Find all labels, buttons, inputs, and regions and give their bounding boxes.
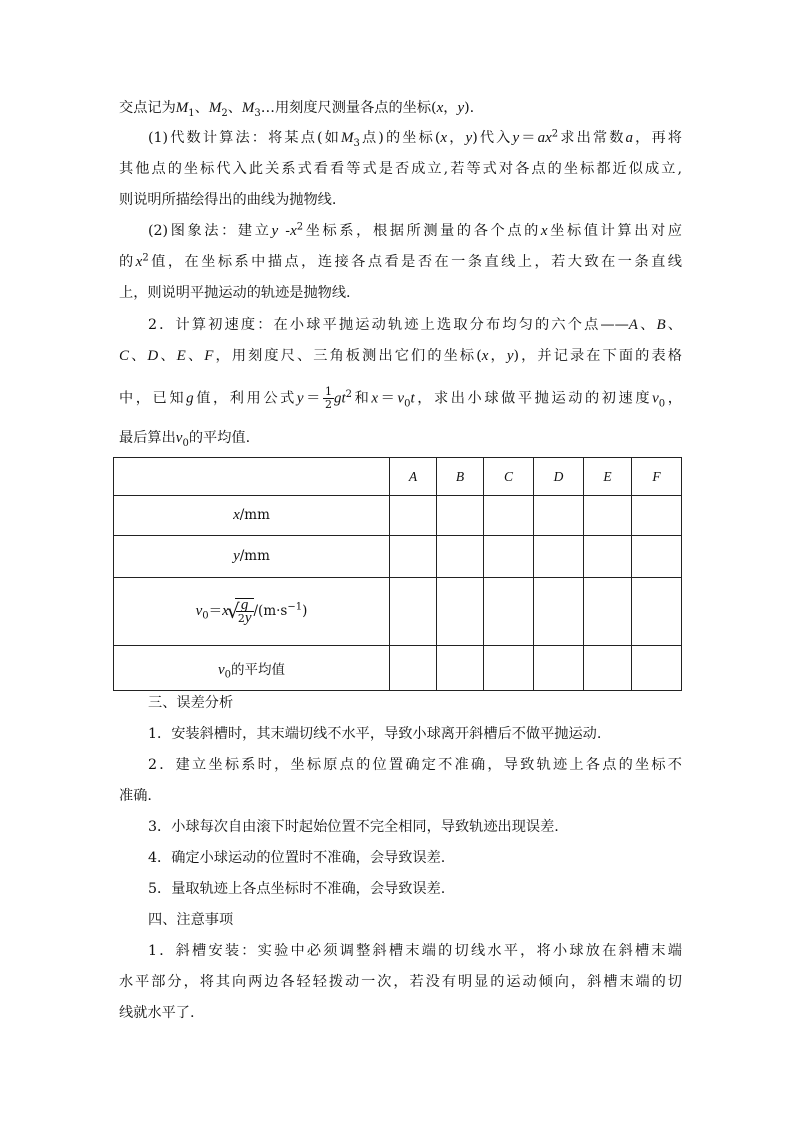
col-header-c: C — [484, 458, 534, 496]
col-header-f: F — [632, 458, 682, 496]
var-y: y — [465, 130, 473, 146]
var-y: y — [457, 100, 465, 116]
col-header-b: B — [437, 458, 484, 496]
text: 2．计算初速度：在小球平抛运动轨迹上选取分布均匀的六个点—— — [148, 317, 629, 333]
notes-line3: 线就水平了. — [119, 1005, 195, 1021]
intro-line — [119, 98, 682, 118]
col-header-a: A — [390, 458, 437, 496]
data-table — [113, 457, 682, 691]
text: 中，已知 — [119, 390, 187, 407]
text: (2)图象法：建立 — [148, 223, 272, 239]
step2-line4: 最后算出$v_0$的平均值. — [119, 430, 251, 449]
var-m: M — [175, 100, 189, 116]
sub: 1 — [188, 107, 195, 119]
text: )，并记录在下面的表格 — [513, 348, 682, 364]
notes-heading: 四、注意事项 — [148, 912, 234, 928]
var-m: M — [340, 130, 354, 146]
text: ，再将 — [633, 130, 682, 146]
col-header-e: E — [584, 458, 632, 496]
text: 的平均值. — [188, 430, 251, 446]
error-item-1: 1．安装斜槽时，其末端切线不水平，导致小球离开斜槽后不做平抛运动. — [148, 726, 602, 742]
var-y: y — [512, 130, 520, 146]
text: ，求出小球做平抛运动的初速度 — [414, 390, 653, 407]
notes-line2: 水平部分，将其向两边各轻轻拨动一次，若没有明显的运动倾向，斜槽末端的切 — [119, 974, 682, 990]
row-label-v0-formula: $v_0=x$ √ $\frac{g}{2y}$ $/(m\cdot s^{-1})$ — [114, 578, 390, 646]
method1-line2: 其他点的坐标代入此关系式看看等式是否成立,若等式对各点的坐标都近似成立, — [119, 161, 682, 177]
error-item-2-cont: 准确. — [119, 788, 152, 804]
row-label-v0-average: $v_0$的平均值 — [114, 646, 390, 691]
text: (1)代数计算法：将某点(如 — [148, 130, 341, 146]
error-item-4: 4．确定小球运动的位置时不准确，会导致误差. — [148, 850, 446, 866]
text: ， — [443, 100, 458, 116]
text: 点)的坐标( — [359, 130, 441, 146]
text: 最后算出 — [119, 430, 176, 446]
method2-line2: 的$x^2$值，在坐标系中描点，连接各点看是否在一条直线上，若大致在一条直线 — [119, 252, 682, 270]
text: 、 — [227, 100, 242, 116]
text: …用刻度尺测量各点的坐标( — [260, 100, 437, 116]
col-header-d: D — [534, 458, 584, 496]
step2-line3: 中，已知g值，利用公式y＝ $\frac{1}{2}$ $gt^2$和$x=v_0t$，求出小球做平抛运动的初速度$v_0$， — [119, 385, 682, 411]
error-item-5: 5．量取轨迹上各点坐标时不准确，会导致误差. — [148, 881, 446, 897]
text: 、 — [194, 100, 209, 116]
text: ，用刻度尺、三角板测出它们的坐标( — [213, 348, 482, 364]
step2-line1: 2．计算初速度：在小球平抛运动轨迹上选取分布均匀的六个点——A、B、 — [148, 317, 682, 333]
text: 坐标系，根据所测量的各个点的 — [303, 223, 541, 239]
text: 、 — [637, 317, 657, 333]
sub: 2 — [221, 107, 228, 119]
text: )代入 — [472, 130, 513, 146]
method2-line3: 上，则说明平抛运动的轨迹是抛物线. — [119, 285, 351, 301]
row-label-y: y/mm — [114, 536, 390, 578]
step2-line2: C、D、E、F，用刻度尺、三角板测出它们的坐标(x，y)，并记录在下面的表格 — [119, 348, 682, 364]
var-x: x — [440, 130, 448, 146]
var-x: x — [436, 100, 444, 116]
table-row — [114, 646, 682, 691]
method1-line1: (1)代数计算法：将某点(如$M_3$点)的坐标(x，y)代入$y=ax^2$求出常数a，再将 — [148, 128, 682, 149]
method1-line3: 则说明所描绘得出的曲线为抛物线. — [119, 192, 337, 208]
text: 的 — [119, 254, 136, 270]
text: ， — [447, 130, 466, 146]
row-label-x: x/mm — [114, 496, 390, 536]
text: 交点记为 — [119, 100, 176, 116]
text: 、 — [665, 317, 682, 333]
var-m: M — [241, 100, 255, 116]
text: 求出常数 — [558, 130, 626, 146]
error-heading: 三、误差分析 — [148, 695, 234, 711]
text: 值，利用公式 — [193, 390, 297, 407]
var-m: M — [208, 100, 222, 116]
table-row — [114, 578, 682, 646]
table-row — [114, 496, 682, 536]
sub: 3 — [254, 107, 261, 119]
error-item-2: 2．建立坐标系时，坐标原点的位置确定不准确，导致轨迹上各点的坐标不 — [148, 757, 682, 773]
sub: 3 — [353, 137, 360, 149]
half-fraction: $\frac{1}{2}$ — [324, 385, 332, 411]
text: ＝ — [519, 130, 538, 146]
error-item-3: 3．小球每次自由滚下时起始位置不完全相同，导致轨迹出现误差. — [148, 819, 559, 835]
method2-line1: (2)图象法：建立y $-x^2$坐标系，根据所测量的各个点的x坐标值计算出对应 — [148, 221, 682, 239]
text: 坐标值计算出对应 — [547, 223, 682, 239]
table-header-row — [114, 458, 682, 496]
text: 值，在坐标系中描点，连接各点看是否在一条直线上，若大致在一条直线 — [148, 254, 682, 270]
notes-line1: 1．斜槽安装：实验中必须调整斜槽末端的切线水平，将小球放在斜槽末端 — [148, 943, 682, 959]
text: 和 — [351, 390, 372, 407]
text: ， — [665, 390, 682, 407]
table-row — [114, 536, 682, 578]
text: ). — [464, 100, 475, 116]
table-corner-cell — [114, 458, 390, 496]
